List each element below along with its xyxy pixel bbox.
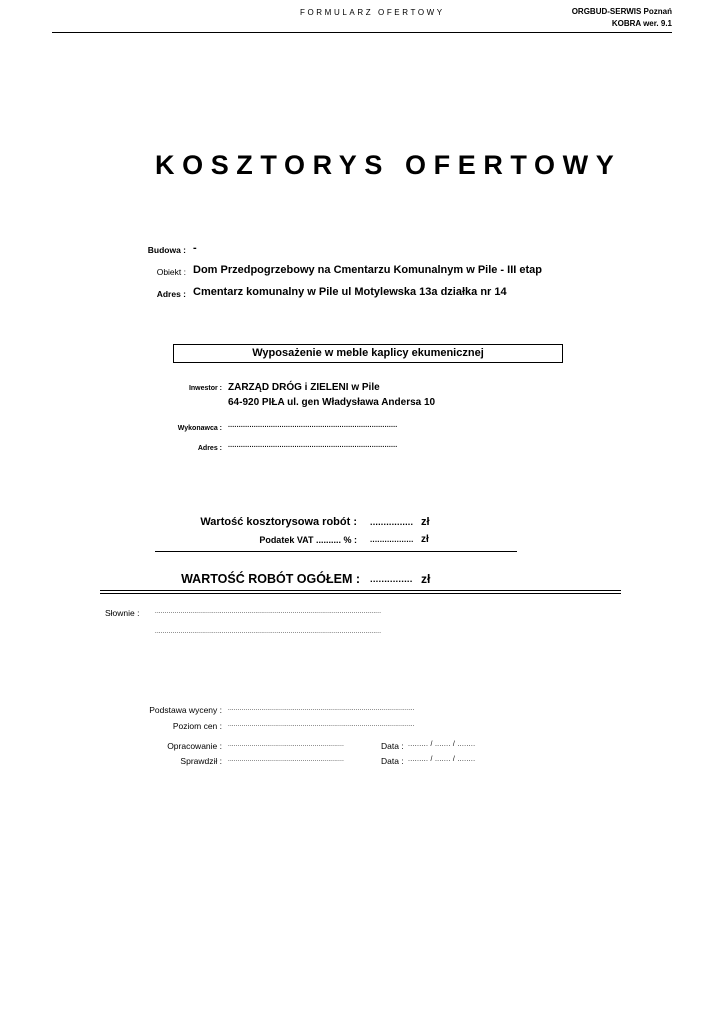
opracowanie-label: Opracowanie : (167, 741, 222, 751)
wykonawca-label: Wykonawca : (177, 425, 222, 432)
total-divider-bottom (100, 593, 621, 594)
vat-value: .................. (370, 535, 414, 544)
adres-label: Adres : (156, 289, 186, 299)
inwestor-line1: ZARZĄD DRÓG i ZIELENI w Pile (228, 382, 380, 393)
obiekt-label: Obiekt : (156, 267, 186, 277)
document-title: KOSZTORYS OFERTOWY (155, 150, 622, 180)
slownie-label: Słownie : (105, 608, 140, 618)
wykonawca-adres-value: ............................................................................... (228, 442, 398, 449)
poziom-label: Poziom cen : (172, 721, 222, 731)
company-name: ORGBUD-SERWIS Poznań (571, 7, 672, 16)
section-title-box: Wyposażenie w meble kaplicy ekumenicznej (173, 344, 563, 363)
inwestor-label: Inwestor : (188, 385, 222, 392)
podstawa-label: Podstawa wyceny : (149, 705, 222, 715)
total-label: WARTOŚĆ ROBÓT OGÓŁEM : (181, 572, 360, 586)
total-divider-top (100, 590, 621, 591)
budowa-value: - (193, 242, 197, 254)
poziom-value: ............................................................................................... (228, 722, 415, 728)
vat-label: Podatek VAT .......... % : (259, 535, 357, 545)
wartosc-value: ................ (370, 517, 414, 527)
sprawdzil-label: Sprawdził : (180, 756, 222, 766)
vat-unit: zł (421, 534, 429, 545)
inwestor-line2: 64-920 PIŁA ul. gen Władysława Andersa 10 (228, 397, 436, 408)
wykonawca-adres-label: Adres : (197, 445, 222, 452)
opracowanie-value: ........................................................... (228, 742, 345, 748)
podstawa-value: ............................................................................................... (228, 706, 415, 712)
sprawdzil-value: ........................................................... (228, 757, 345, 763)
form-title-header: FORMULARZ OFERTOWY (300, 8, 445, 17)
sprawdzil-data-value: ......... / ....... / ........ (408, 756, 476, 763)
opracowanie-data-label: Data : (381, 741, 404, 751)
adres-value: Cmentarz komunalny w Pile ul Motylewska 13a działka nr 14 (193, 286, 507, 298)
wartosc-unit: zł (421, 516, 430, 528)
slownie-line1: ................................................................................................................... (155, 609, 382, 615)
header-divider (52, 32, 672, 33)
opracowanie-data-value: ......... / ....... / ........ (408, 741, 476, 748)
budowa-label: Budowa : (147, 245, 186, 255)
wartosc-label: Wartość kosztorysowa robót : (200, 516, 357, 528)
sprawdzil-data-label: Data : (381, 756, 404, 766)
vat-divider (155, 551, 517, 552)
software-version: KOBRA wer. 9.1 (611, 19, 672, 28)
total-value: ............... (370, 574, 413, 585)
slownie-line2: ................................................................................................................... (155, 629, 382, 635)
obiekt-value: Dom Przedpogrzebowy na Cmentarzu Komunalnym w Pile - III etap (193, 264, 542, 276)
total-unit: zł (421, 572, 431, 586)
wykonawca-value: ............................................................................... (228, 422, 398, 429)
